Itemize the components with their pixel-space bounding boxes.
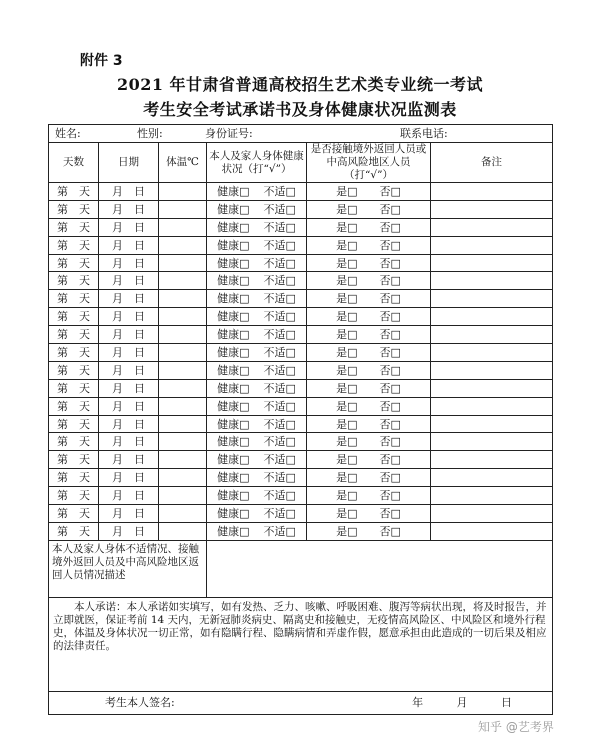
remark-cell[interactable] <box>431 487 553 505</box>
healthy-checkbox[interactable]: 健康□ <box>217 471 250 485</box>
health-cell <box>207 344 307 362</box>
contact-cell <box>307 415 431 433</box>
description-field[interactable] <box>207 540 553 597</box>
contact-cell <box>307 487 431 505</box>
signature-row <box>49 691 553 714</box>
unwell-checkbox[interactable]: 不适□ <box>263 274 296 288</box>
remark-cell[interactable] <box>431 522 553 540</box>
date-cell: 月 日 <box>99 344 159 362</box>
healthy-checkbox[interactable]: 健康□ <box>217 202 250 216</box>
daily-row <box>49 290 553 308</box>
day-cell: 第 天 <box>49 344 99 362</box>
temp-cell[interactable] <box>159 415 207 433</box>
contact-cell <box>307 290 431 308</box>
no-checkbox[interactable]: 否□ <box>379 238 401 252</box>
remark-cell[interactable] <box>431 218 553 236</box>
contact-cell <box>307 469 431 487</box>
health-cell <box>207 487 307 505</box>
header-temp: 体温℃ <box>159 143 207 183</box>
date-cell: 月 日 <box>99 218 159 236</box>
contact-cell <box>307 308 431 326</box>
temp-cell[interactable] <box>159 469 207 487</box>
temp-cell[interactable] <box>159 326 207 344</box>
contact-cell <box>307 433 431 451</box>
healthy-checkbox[interactable]: 健康□ <box>217 256 250 270</box>
healthy-checkbox[interactable]: 健康□ <box>217 453 250 467</box>
temp-cell[interactable] <box>159 433 207 451</box>
no-checkbox[interactable]: 否□ <box>379 292 401 306</box>
date-cell: 月 日 <box>99 236 159 254</box>
date-cell: 月 日 <box>99 272 159 290</box>
healthy-checkbox[interactable]: 健康□ <box>217 220 250 234</box>
temp-cell[interactable] <box>159 397 207 415</box>
remark-cell[interactable] <box>431 344 553 362</box>
healthy-checkbox[interactable]: 健康□ <box>217 489 250 503</box>
remark-cell[interactable] <box>431 200 553 218</box>
health-cell <box>207 326 307 344</box>
yes-checkbox[interactable]: 是□ <box>336 506 358 520</box>
health-cell <box>207 290 307 308</box>
temp-cell[interactable] <box>159 290 207 308</box>
temp-cell[interactable] <box>159 218 207 236</box>
temp-cell[interactable] <box>159 522 207 540</box>
temp-cell[interactable] <box>159 236 207 254</box>
daily-row <box>49 433 553 451</box>
header-row <box>49 143 553 183</box>
day-cell: 第 天 <box>49 397 99 415</box>
remark-cell[interactable] <box>431 433 553 451</box>
unwell-checkbox[interactable]: 不适□ <box>263 506 296 520</box>
health-cell <box>207 183 307 201</box>
contact-cell <box>307 183 431 201</box>
healthy-checkbox[interactable]: 健康□ <box>217 363 250 377</box>
header-contact: 是否接触境外返回人员或中高风险地区人员（打“√”） <box>307 143 431 183</box>
promise-text: 本人承诺：本人承诺如实填写，如有发热、乏力、咳嗽、呼吸困难、腹泻等病状出现，将及时报告，并立即就医，保证考前 14 天内，无新冠肺炎病史、隔离史和接触史，无疫情高风险区、中风险区和境外行程史，体温及身体状况一切正常，如有隐瞒行程、隐瞒病情和弄虚作假，愿意承担由此造成的一切后果及相应的法律责任。 <box>49 597 553 691</box>
health-cell <box>207 254 307 272</box>
unwell-checkbox[interactable]: 不适□ <box>263 417 296 431</box>
unwell-checkbox[interactable]: 不适□ <box>263 310 296 324</box>
date-cell: 月 日 <box>99 469 159 487</box>
date-cell: 月 日 <box>99 290 159 308</box>
remark-cell[interactable] <box>431 505 553 523</box>
yes-checkbox[interactable]: 是□ <box>336 310 358 324</box>
daily-row <box>49 451 553 469</box>
daily-row <box>49 487 553 505</box>
yes-checkbox[interactable]: 是□ <box>336 435 358 449</box>
daily-row <box>49 236 553 254</box>
day-cell: 第 天 <box>49 505 99 523</box>
day-cell: 第 天 <box>49 200 99 218</box>
unwell-checkbox[interactable]: 不适□ <box>263 524 296 538</box>
yes-checkbox[interactable]: 是□ <box>336 184 358 198</box>
contact-cell <box>307 344 431 362</box>
remark-cell[interactable] <box>431 254 553 272</box>
healthy-checkbox[interactable]: 健康□ <box>217 292 250 306</box>
unwell-checkbox[interactable]: 不适□ <box>263 381 296 395</box>
day-cell: 第 天 <box>49 451 99 469</box>
date-cell: 月 日 <box>99 200 159 218</box>
description-row <box>49 540 553 597</box>
signature-label: 考生本人签名: <box>105 695 175 709</box>
contact-cell <box>307 505 431 523</box>
health-cell <box>207 361 307 379</box>
temp-cell[interactable] <box>159 183 207 201</box>
yes-checkbox[interactable]: 是□ <box>336 202 358 216</box>
day-cell: 第 天 <box>49 415 99 433</box>
health-cell <box>207 272 307 290</box>
temp-cell[interactable] <box>159 200 207 218</box>
date-cell: 月 日 <box>99 487 159 505</box>
yes-checkbox[interactable]: 是□ <box>336 292 358 306</box>
daily-row <box>49 254 553 272</box>
id-label: 身份证号: <box>205 127 253 140</box>
no-checkbox[interactable]: 否□ <box>379 202 401 216</box>
day-cell: 第 天 <box>49 522 99 540</box>
date-cell: 月 日 <box>99 505 159 523</box>
yes-checkbox[interactable]: 是□ <box>336 256 358 270</box>
yes-checkbox[interactable]: 是□ <box>336 453 358 467</box>
health-cell <box>207 397 307 415</box>
header-day: 天数 <box>49 143 99 183</box>
date-cell: 月 日 <box>99 254 159 272</box>
daily-row <box>49 218 553 236</box>
no-checkbox[interactable]: 否□ <box>379 453 401 467</box>
remark-cell[interactable] <box>431 451 553 469</box>
header-remark: 备注 <box>431 143 553 183</box>
day-cell: 第 天 <box>49 326 99 344</box>
unwell-checkbox[interactable]: 不适□ <box>263 220 296 234</box>
unwell-checkbox[interactable]: 不适□ <box>263 292 296 306</box>
date-cell: 月 日 <box>99 326 159 344</box>
name-label: 姓名: <box>55 127 81 140</box>
remark-cell[interactable] <box>431 290 553 308</box>
temp-cell[interactable] <box>159 272 207 290</box>
day-cell: 第 天 <box>49 272 99 290</box>
unwell-checkbox[interactable]: 不适□ <box>263 399 296 413</box>
yes-checkbox[interactable]: 是□ <box>336 489 358 503</box>
daily-row <box>49 469 553 487</box>
unwell-checkbox[interactable]: 不适□ <box>263 435 296 449</box>
daily-row <box>49 272 553 290</box>
date-cell: 月 日 <box>99 522 159 540</box>
day-cell: 第 天 <box>49 290 99 308</box>
unwell-checkbox[interactable]: 不适□ <box>263 328 296 342</box>
date-cell: 月 日 <box>99 415 159 433</box>
health-cell <box>207 451 307 469</box>
unwell-checkbox[interactable]: 不适□ <box>263 489 296 503</box>
remark-cell[interactable] <box>431 326 553 344</box>
health-cell <box>207 505 307 523</box>
daily-row <box>49 326 553 344</box>
day-cell: 第 天 <box>49 433 99 451</box>
daily-row <box>49 344 553 362</box>
daily-row <box>49 415 553 433</box>
yes-checkbox[interactable]: 是□ <box>336 381 358 395</box>
header-health: 本人及家人身体健康状况（打“√”） <box>207 143 307 183</box>
no-checkbox[interactable]: 否□ <box>379 274 401 288</box>
day-cell: 第 天 <box>49 308 99 326</box>
day-cell: 第 天 <box>49 254 99 272</box>
contact-cell <box>307 379 431 397</box>
contact-cell <box>307 451 431 469</box>
date-cell: 月 日 <box>99 379 159 397</box>
health-cell <box>207 308 307 326</box>
title-line-2: 考生安全考试承诺书及身体健康状况监测表 <box>143 100 457 119</box>
remark-cell[interactable] <box>431 415 553 433</box>
yes-checkbox[interactable]: 是□ <box>336 220 358 234</box>
daily-row <box>49 522 553 540</box>
health-cell <box>207 415 307 433</box>
health-cell <box>207 218 307 236</box>
monitoring-table <box>48 124 553 715</box>
no-checkbox[interactable]: 否□ <box>379 328 401 342</box>
remark-cell[interactable] <box>431 379 553 397</box>
no-checkbox[interactable]: 否□ <box>379 363 401 377</box>
title-line-1: 2021 年甘肃省普通高校招生艺术类专业统一考试 <box>116 75 484 94</box>
no-checkbox[interactable]: 否□ <box>379 524 401 538</box>
contact-cell <box>307 361 431 379</box>
daily-row <box>49 505 553 523</box>
temp-cell[interactable] <box>159 505 207 523</box>
daily-row <box>49 397 553 415</box>
healthy-checkbox[interactable]: 健康□ <box>217 524 250 538</box>
yes-checkbox[interactable]: 是□ <box>336 399 358 413</box>
contact-cell <box>307 254 431 272</box>
remark-cell[interactable] <box>431 308 553 326</box>
remark-cell[interactable] <box>431 236 553 254</box>
attachment-label: 附件 3 <box>80 53 123 69</box>
temp-cell[interactable] <box>159 254 207 272</box>
date-cell: 月 日 <box>99 183 159 201</box>
health-cell <box>207 379 307 397</box>
healthy-checkbox[interactable]: 健康□ <box>217 399 250 413</box>
contact-cell <box>307 218 431 236</box>
daily-row <box>49 379 553 397</box>
contact-cell <box>307 200 431 218</box>
description-label: 本人及家人身体不适情况、接触境外返回人员及中高风险地区返回人员情况描述 <box>49 540 207 597</box>
healthy-checkbox[interactable]: 健康□ <box>217 238 250 252</box>
no-checkbox[interactable]: 否□ <box>379 506 401 520</box>
health-cell <box>207 469 307 487</box>
temp-cell[interactable] <box>159 451 207 469</box>
yes-checkbox[interactable]: 是□ <box>336 328 358 342</box>
healthy-checkbox[interactable]: 健康□ <box>217 381 250 395</box>
yes-checkbox[interactable]: 是□ <box>336 274 358 288</box>
gender-label: 性别: <box>137 127 163 140</box>
remark-cell[interactable] <box>431 183 553 201</box>
remark-cell[interactable] <box>431 469 553 487</box>
no-checkbox[interactable]: 否□ <box>379 489 401 503</box>
contact-cell <box>307 326 431 344</box>
date-cell: 月 日 <box>99 308 159 326</box>
remark-cell[interactable] <box>431 397 553 415</box>
day-cell: 第 天 <box>49 236 99 254</box>
phone-label: 联系电话: <box>400 127 448 140</box>
date-cell: 月 日 <box>99 433 159 451</box>
temp-cell[interactable] <box>159 361 207 379</box>
health-cell <box>207 522 307 540</box>
contact-cell <box>307 272 431 290</box>
no-checkbox[interactable]: 否□ <box>379 417 401 431</box>
no-checkbox[interactable]: 否□ <box>379 471 401 485</box>
remark-cell[interactable] <box>431 272 553 290</box>
contact-cell <box>307 397 431 415</box>
date-cell: 月 日 <box>99 451 159 469</box>
daily-row <box>49 308 553 326</box>
daily-row <box>49 361 553 379</box>
info-row <box>49 125 553 143</box>
remark-cell[interactable] <box>431 361 553 379</box>
yes-checkbox[interactable]: 是□ <box>336 471 358 485</box>
no-checkbox[interactable]: 否□ <box>379 399 401 413</box>
unwell-checkbox[interactable]: 不适□ <box>263 202 296 216</box>
no-checkbox[interactable]: 否□ <box>379 310 401 324</box>
yes-checkbox[interactable]: 是□ <box>336 524 358 538</box>
day-cell: 第 天 <box>49 379 99 397</box>
health-cell <box>207 200 307 218</box>
daily-row <box>49 183 553 201</box>
date-cell: 月 日 <box>99 397 159 415</box>
yes-checkbox[interactable]: 是□ <box>336 345 358 359</box>
temp-cell[interactable] <box>159 308 207 326</box>
temp-cell[interactable] <box>159 487 207 505</box>
promise-row <box>49 597 553 691</box>
unwell-checkbox[interactable]: 不适□ <box>263 184 296 198</box>
healthy-checkbox[interactable]: 健康□ <box>217 184 250 198</box>
healthy-checkbox[interactable]: 健康□ <box>217 310 250 324</box>
unwell-checkbox[interactable]: 不适□ <box>263 453 296 467</box>
healthy-checkbox[interactable]: 健康□ <box>217 435 250 449</box>
healthy-checkbox[interactable]: 健康□ <box>217 328 250 342</box>
day-cell: 第 天 <box>49 469 99 487</box>
no-checkbox[interactable]: 否□ <box>379 381 401 395</box>
daily-row <box>49 200 553 218</box>
healthy-checkbox[interactable]: 健康□ <box>217 506 250 520</box>
watermark: 知乎 @艺考界 <box>478 720 554 734</box>
unwell-checkbox[interactable]: 不适□ <box>263 471 296 485</box>
contact-cell <box>307 236 431 254</box>
no-checkbox[interactable]: 否□ <box>379 256 401 270</box>
temp-cell[interactable] <box>159 344 207 362</box>
no-checkbox[interactable]: 否□ <box>379 345 401 359</box>
temp-cell[interactable] <box>159 379 207 397</box>
date-cell: 月 日 <box>99 361 159 379</box>
day-cell: 第 天 <box>49 183 99 201</box>
healthy-checkbox[interactable]: 健康□ <box>217 417 250 431</box>
unwell-checkbox[interactable]: 不适□ <box>263 345 296 359</box>
contact-cell <box>307 522 431 540</box>
unwell-checkbox[interactable]: 不适□ <box>263 363 296 377</box>
no-checkbox[interactable]: 否□ <box>379 220 401 234</box>
no-checkbox[interactable]: 否□ <box>379 435 401 449</box>
no-checkbox[interactable]: 否□ <box>379 184 401 198</box>
day-cell: 第 天 <box>49 361 99 379</box>
day-cell: 第 天 <box>49 218 99 236</box>
health-cell <box>207 236 307 254</box>
unwell-checkbox[interactable]: 不适□ <box>263 256 296 270</box>
unwell-checkbox[interactable]: 不适□ <box>263 238 296 252</box>
healthy-checkbox[interactable]: 健康□ <box>217 345 250 359</box>
day-cell: 第 天 <box>49 487 99 505</box>
healthy-checkbox[interactable]: 健康□ <box>217 274 250 288</box>
health-cell <box>207 433 307 451</box>
yes-checkbox[interactable]: 是□ <box>336 417 358 431</box>
yes-checkbox[interactable]: 是□ <box>336 363 358 377</box>
signature-date: 年 月 日 <box>412 695 513 709</box>
header-date: 日期 <box>99 143 159 183</box>
yes-checkbox[interactable]: 是□ <box>336 238 358 252</box>
